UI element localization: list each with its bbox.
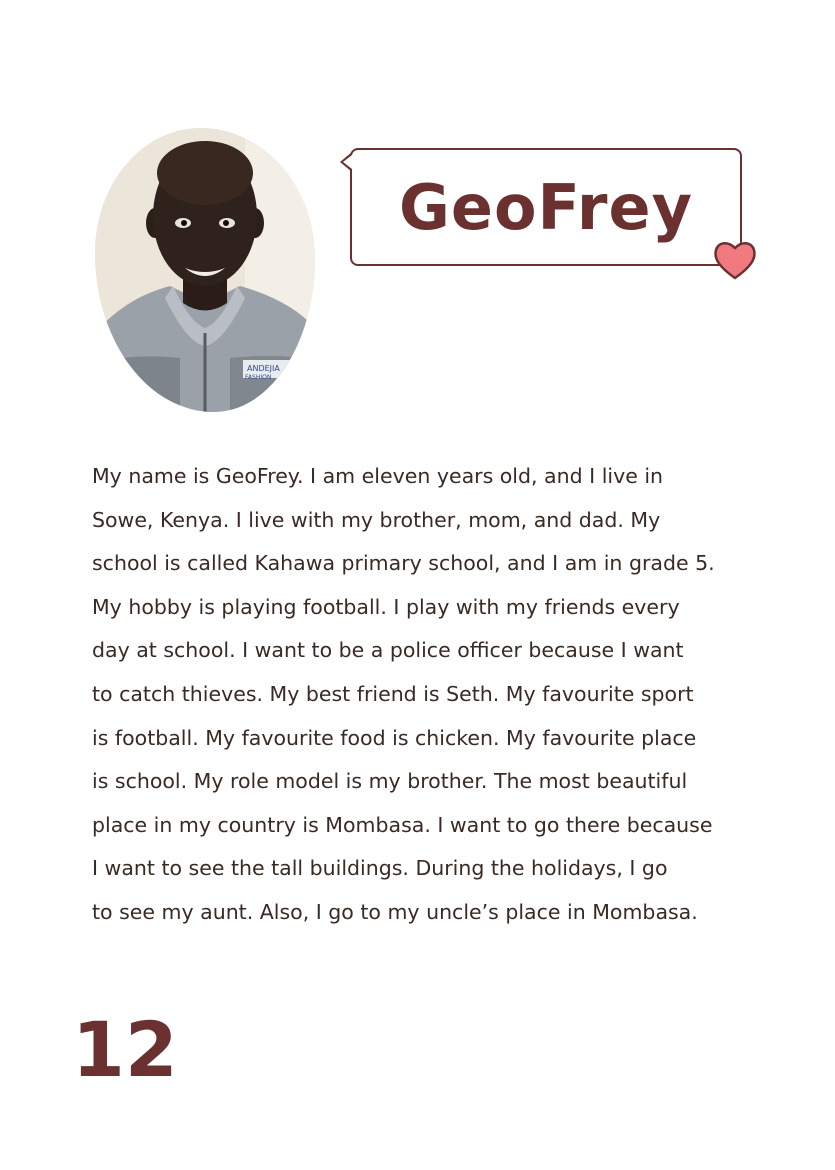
story-line: I want to see the tall buildings. During the holidays, I go xyxy=(92,856,668,881)
story-line: My hobby is playing football. I play with my friends every xyxy=(92,594,680,619)
bubble-tail-inner xyxy=(343,155,352,169)
story-line: school is called Kahawa primary school, and I am in grade 5. xyxy=(92,551,715,576)
page-number: 12 xyxy=(72,1005,178,1094)
heart-icon xyxy=(712,238,758,282)
story-line: My name is GeoFrey. I am eleven years old, and I live in xyxy=(92,464,664,488)
story-line: to see my aunt. Also, I go to my uncle’s place in Mombasa. xyxy=(92,899,698,924)
story-line: to catch thieves. My best friend is Seth. My favourite sport xyxy=(92,681,694,706)
profile-photo xyxy=(95,128,315,412)
jacket-brand-line2: FASHION xyxy=(245,374,272,381)
story-paragraph xyxy=(92,455,752,935)
story-line: is football. My favourite food is chicken. My favourite place xyxy=(92,725,697,750)
story-line: Sowe, Kenya. I live with my brother, mom, and dad. My xyxy=(92,507,661,532)
jacket-brand-line1: ANDEJIA xyxy=(247,364,280,373)
story-line: day at school. I want to be a police officer because I want xyxy=(92,638,684,663)
story-line: is school. My role model is my brother. The most beautiful xyxy=(92,769,688,794)
child-name-heading: GeoFrey xyxy=(399,170,693,244)
name-speech-bubble xyxy=(350,148,742,266)
story-line: place in my country is Mombasa. I want to go there because xyxy=(92,812,713,837)
portrait-illustration xyxy=(95,128,315,412)
